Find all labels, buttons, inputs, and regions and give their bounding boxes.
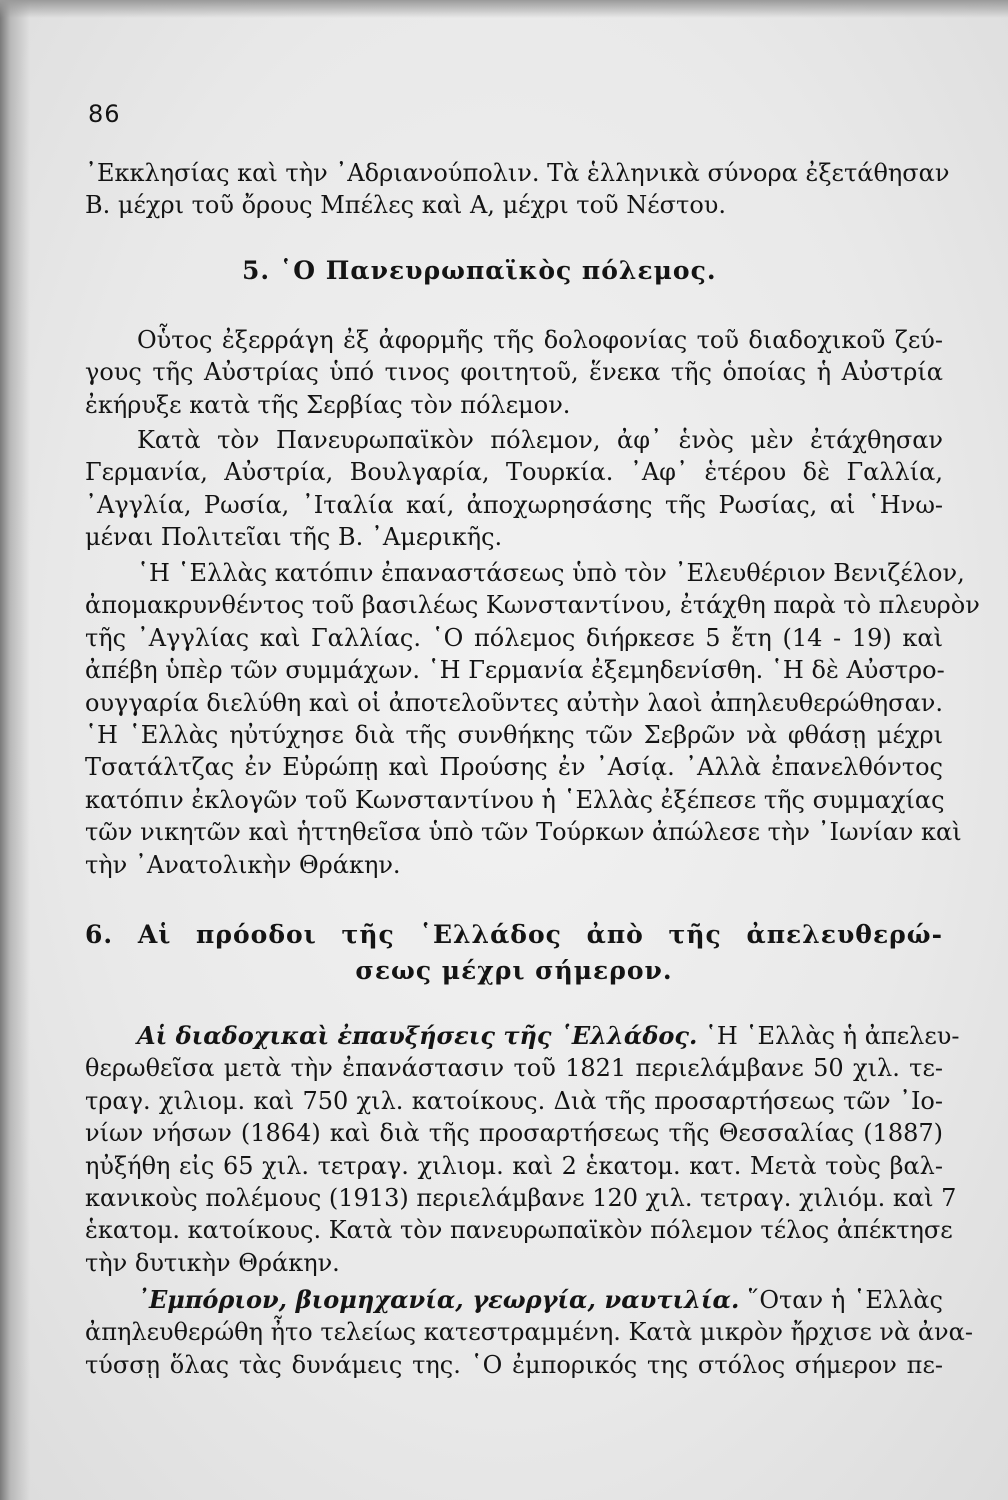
text-line-with-lead <box>85 1020 960 1052</box>
section-heading-5: 5. ῾Ο Πανευρωπαϊκὸς πόλεμος. <box>242 256 717 285</box>
text-line: Κατὰ τὸν Πανευρωπαϊκὸν πόλεμον, ἀφ᾿ ἑνὸς μὲν ἐτάχθησαν <box>137 426 943 454</box>
text-line: τῆς ᾿Αγγλίας καὶ Γαλλίας. ῾Ο πόλεμος διήρκεσε 5 ἔτη (14 - 19) καὶ <box>85 623 943 652</box>
text-line: ᾿Εκκλησίας καὶ τὴν ᾿Αδριανούπολιν. Τὰ ἑλληνικὰ σύνορα ἐξετάθησαν <box>85 159 950 187</box>
page-number: 86 <box>88 100 121 128</box>
section5-paragraph-1 <box>85 324 943 421</box>
section-heading-6-continued: σεως μέχρι σήμερον. <box>355 956 673 985</box>
section5-paragraph-2 <box>85 424 943 554</box>
text-line: νίων νήσων (1864) καὶ διὰ τῆς προσαρτήσεως τῆς Θεσσαλίας (1887) <box>85 1119 943 1148</box>
text-fragment: ῾Η ῾Ελλὰς ἡ ἀπελευ- <box>697 1022 960 1050</box>
section-heading-6: 6. Αἱ πρόοδοι τῆς ῾Ελλάδος ἀπὸ τῆς ἀπελευθερώ- <box>85 920 943 949</box>
text-line: ἐκήρυξε κατὰ τῆς Σερβίας τὸν πόλεμον. <box>85 390 571 419</box>
page-edge-shadow-top <box>0 0 1008 18</box>
section5-paragraph-3 <box>85 557 980 881</box>
text-fragment: ῞Οταν ἡ ῾Ελλὰς <box>739 1286 943 1314</box>
text-line: Γερμανία, Αὐστρία, Βουλγαρία, Τουρκία. ᾿Αφ᾿ ἑτέρου δὲ Γαλλία, <box>85 458 943 487</box>
text-line: Οὗτος ἐξερράγη ἐξ ἀφορμῆς τῆς δολοφονίας τοῦ διαδοχικοῦ ζεύ- <box>137 326 943 354</box>
paragraph-lead-title: ᾿Εμπόριον, βιομηχανία, γεωργία, ναυτιλία. <box>137 1285 740 1314</box>
text-line: θερωθεῖσα μετὰ τὴν ἐπανάστασιν τοῦ 1821 περιελάμβανε 50 χιλ. τε- <box>85 1054 943 1083</box>
text-line: ᾿Αγγλία, Ρωσία, ᾿Ιταλία καί, ἀποχωρησάσης τῆς Ρωσίας, αἱ ῾Ηνω- <box>85 490 943 519</box>
text-line: κατόπιν ἐκλογῶν τοῦ Κωνσταντίνου ἡ ῾Ελλὰς ἐξέπεσε τῆς συμμαχίας <box>85 785 945 814</box>
text-line: γους τῆς Αὐστρίας ὑπό τινος φοιτητοῦ, ἕνεκα τῆς ὁποίας ἡ Αὐστρία <box>85 358 943 387</box>
text-line: ἀπομακρυνθέντος τοῦ βασιλέως Κωνσταντίνου, ἐτάχθη παρὰ τὸ πλευρὸν <box>85 591 980 620</box>
text-line: Τσατάλτζας ἐν Εὐρώπῃ καὶ Προύσης ἐν ᾿Ασίᾳ. ᾿Αλλὰ ἐπανελθόντος <box>85 753 943 782</box>
text-line: ἑκατομ. κατοίκους. Κατὰ τὸν πανευρωπαϊκὸν πόλεμον τέλος ἀπέκτησε <box>85 1216 953 1245</box>
text-line: ῾Η ῾Ελλὰς ηὐτύχησε διὰ τῆς συνθήκης τῶν Σεβρῶν νὰ φθάσῃ μέχρι <box>85 720 943 749</box>
text-line: Β. μέχρι τοῦ ὄρους Μπέλες καὶ Α, μέχρι τοῦ Νέστου. <box>85 191 726 220</box>
text-line: ἀπηλευθερώθη ἦτο τελείως κατεστραμμένη. Κατὰ μικρὸν ἤρχισε νὰ ἀνα- <box>85 1318 973 1347</box>
section6-paragraph-1 <box>85 1020 960 1279</box>
text-line: τραγ. χιλιομ. καὶ 750 χιλ. κατοίκους. Διὰ τῆς προσαρτήσεως τῶν ᾿Ιο- <box>85 1086 943 1115</box>
text-line: ουγγαρία διελύθη καὶ οἱ ἀποτελοῦντες αὐτὴν λαοὶ ἀπηλευθερώθησαν. <box>85 688 943 717</box>
text-line: κανικοὺς πολέμους (1913) περιελάμβανε 120 χιλ. τετραγ. χιλιόμ. καὶ 7 <box>85 1183 957 1212</box>
text-line: τὴν δυτικὴν Θράκην. <box>85 1248 340 1277</box>
text-line: τὴν ᾿Ανατολικὴν Θράκην. <box>85 850 401 879</box>
paragraph-lead-title: Αἱ διαδοχικαὶ ἐπαυξήσεις τῆς ῾Ελλάδος. <box>137 1021 698 1050</box>
text-line: μέναι Πολιτεῖαι τῆς Β. ᾿Αμερικῆς. <box>85 523 503 552</box>
page-edge-shadow-left <box>0 0 30 1500</box>
text-line: ηὐξήθη εἰς 65 χιλ. τετραγ. χιλιομ. καὶ 2 ἑκατομ. κατ. Μετὰ τοὺς βαλ- <box>85 1151 943 1180</box>
text-line: ῾Η ῾Ελλὰς κατόπιν ἐπαναστάσεως ὑπὸ τὸν ᾿Ελευθέριον Βενιζέλον, <box>137 559 965 587</box>
text-line: ἀπέβη ὑπὲρ τῶν συμμάχων. ῾Η Γερμανία ἐξεμηδενίσθη. ῾Η δὲ Αὐστρο- <box>85 656 945 685</box>
text-line: τῶν νικητῶν καὶ ἡττηθεῖσα ὑπὸ τῶν Τούρκων ἀπώλεσε τὴν ᾿Ιωνίαν καὶ <box>85 818 962 847</box>
section6-paragraph-2 <box>85 1284 973 1381</box>
intro-paragraph <box>85 157 950 222</box>
text-line-with-lead <box>85 1284 943 1316</box>
text-line: τύσσῃ ὅλας τὰς δυνάμεις της. ῾Ο ἐμπορικός της στόλος σήμερον πε- <box>85 1350 943 1379</box>
